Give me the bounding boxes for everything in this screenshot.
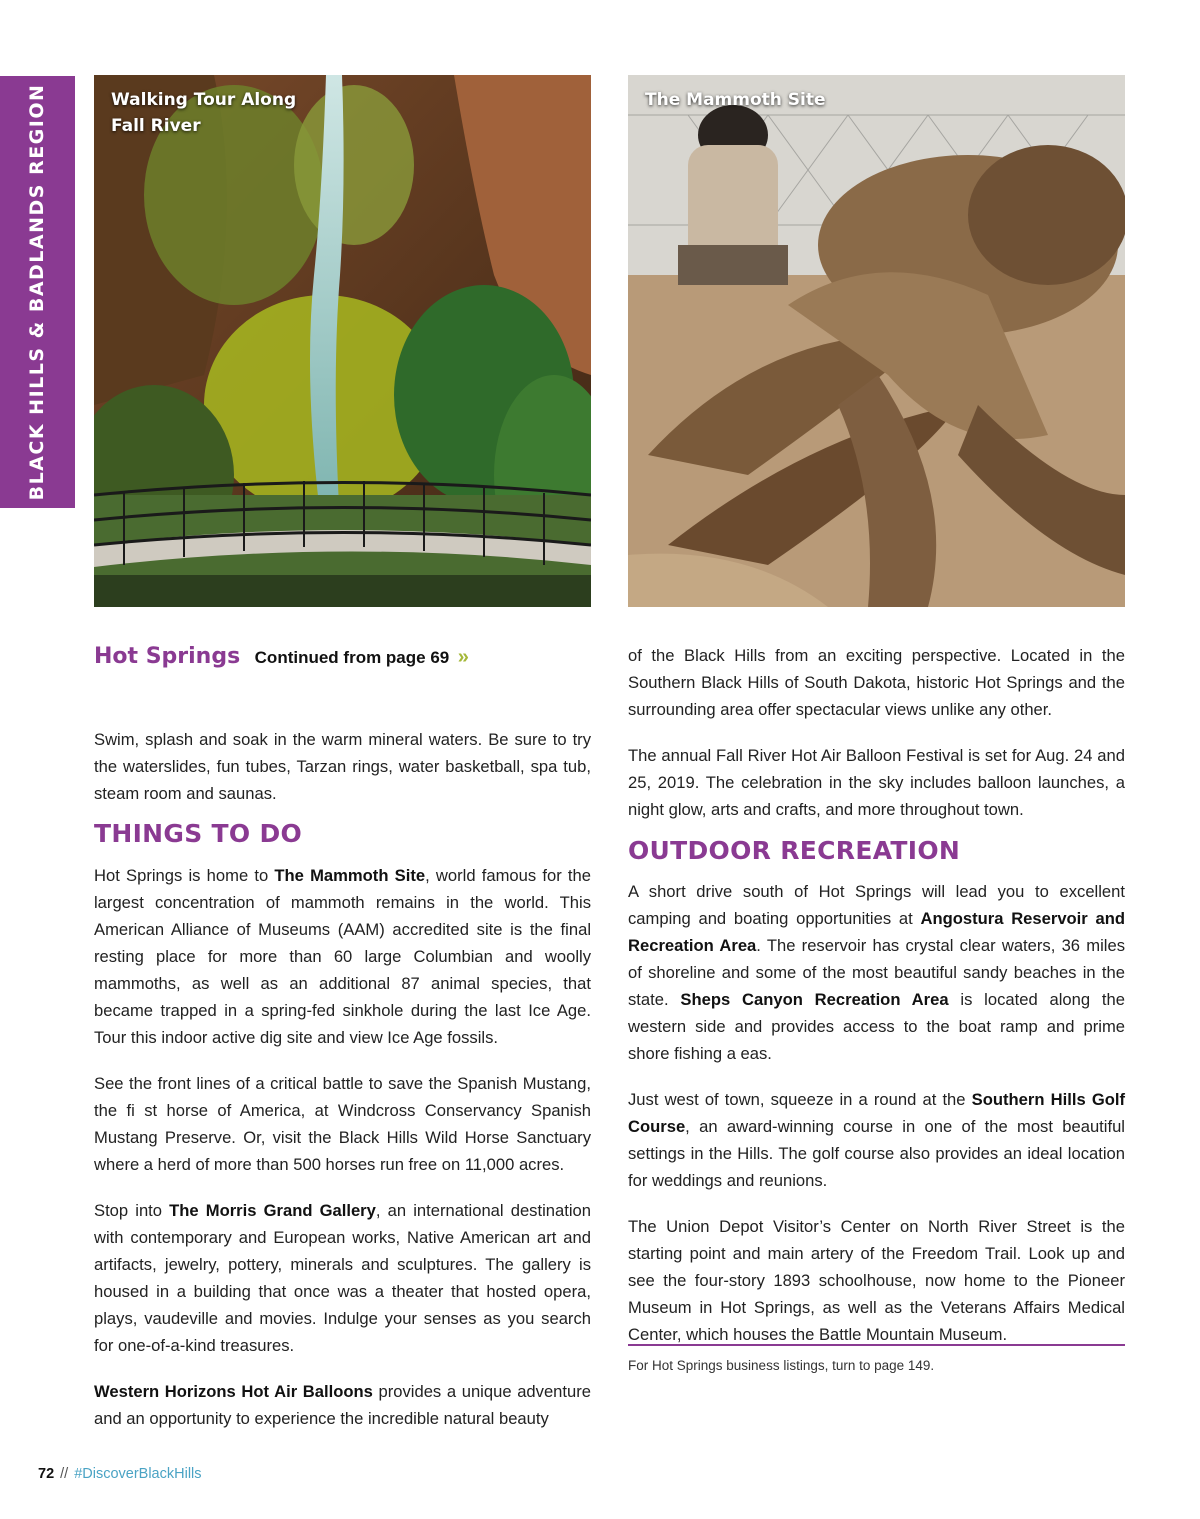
fall-river-photo (94, 75, 591, 607)
section-title-hot-springs (94, 644, 469, 669)
mammoth-bones-illustration (628, 75, 1125, 607)
chevron-right-icon: » (457, 646, 469, 668)
photo-caption-fall-river: Walking Tour Along Fall River (111, 90, 297, 136)
outdoor-recreation-heading: OUTDOOR RECREATION (628, 836, 961, 865)
right-column-top (628, 642, 1125, 823)
gallery-name: The Morris Grand Gallery (169, 1201, 376, 1220)
region-label: BLACK HILLS & BADLANDS REGION (26, 83, 48, 501)
mammoth-site-photo (628, 75, 1125, 607)
waterfall-illustration (94, 75, 591, 607)
things-to-do-heading: THINGS TO DO (94, 819, 303, 848)
region-side-tab (0, 76, 75, 508)
mustang-paragraph: See the front lines of a critical battle to save the Spanish Mustang, the fi st horse of America, at Windcross Conservancy Spanish Mustang Preserve. Or, visit the Black Hills Wild Horse Sanctuary where a herd of more than 500 horses run free on 11,000 acres. (94, 1074, 591, 1174)
footer-separator: // (60, 1466, 69, 1482)
business-listings-note: For Hot Springs business listings, turn to page 149. (628, 1358, 935, 1373)
mammoth-site-name: The Mammoth Site (274, 866, 426, 885)
balloons-name: Western Horizons Hot Air Balloons (94, 1382, 373, 1401)
angostura-paragraph: A short drive south of Hot Springs will lead you to excellent camping and boating opportunities at Angostura Reservoir and Recreation Area. The reservoir has crystal clear waters, 36 miles of shoreline and some of the most beautiful sandy beaches in the state. Sheps Canyon Recreation Area is located along the western side and provides access to the boat ramp and prime shore fishing a eas. (628, 882, 1125, 1063)
intro-paragraph: Swim, splash and soak in the warm mineral waters. Be sure to try the waterslides, fun tubes, Tarzan rings, water basketball, spa tub, steam room and saunas. (94, 730, 591, 803)
mammoth-site-paragraph: Hot Springs is home to The Mammoth Site, world famous for the largest concentration of mammoth remains in the world. This American Alliance of Museums (AAM) accredited site is the final resting place for more than 60 large Columbian and woolly mammoths, as well as an additional 87 animal species, that became trapped in a spring-fed sinkhole during the last Ice Age. Tour this indoor active dig site and view Ice Age fossils. (94, 866, 591, 1047)
golf-paragraph: Just west of town, squeeze in a round at the Southern Hills Golf Course, an award-winning course in one of the most beautiful settings in the Hills. The golf course also provides an ideal location for weddings and reunions. (628, 1090, 1125, 1190)
angostura-name: Angostura Reservoir and Recreation Area (628, 909, 1125, 955)
page-number: 72 (38, 1466, 55, 1482)
divider (628, 1344, 1125, 1346)
page-footer (38, 1466, 202, 1482)
right-column-body (628, 878, 1125, 1348)
sheps-canyon-name: Sheps Canyon Recreation Area (680, 990, 949, 1009)
left-column (94, 726, 591, 807)
hot-springs-title: Hot Springs (94, 644, 241, 669)
photo-caption-mammoth-site: The Mammoth Site (645, 90, 826, 110)
perspective-paragraph: of the Black Hills from an exciting perspective. Located in the Southern Black Hills of South Dakota, historic Hot Springs and the surrounding area offer spectacular views unlike any other. (628, 646, 1125, 719)
balloons-paragraph: Western Horizons Hot Air Balloons provides a unique adventure and an opportunity to experience the incredible natural beauty (94, 1382, 591, 1428)
gallery-paragraph: Stop into The Morris Grand Gallery, an international destination with contemporary and European works, Native American art and artifacts, jewelry, pottery, minerals and sculptures. The gallery is housed in a building that once was a theater that hosted opera, plays, vaudeville and movies. Indulge your senses as you search for one-of-a-kind treasures. (94, 1201, 591, 1355)
hashtag-link[interactable]: #DiscoverBlackHills (74, 1466, 202, 1482)
festival-paragraph: The annual Fall River Hot Air Balloon Festival is set for Aug. 24 and 25, 2019. The celebration in the sky includes balloon launches, a night glow, arts and crafts, and more throughout town. (628, 746, 1125, 819)
things-to-do-body (94, 862, 591, 1432)
golf-course-name: Southern Hills Golf Course (628, 1090, 1125, 1136)
union-depot-paragraph: The Union Depot Visitor’s Center on North River Street is the starting point and main artery of the Freedom Trail. Look up and see the four-story 1893 schoolhouse, now home to the Pioneer Museum in Hot Springs, as well as the Veterans Affairs Medical Center, which houses the Battle Mountain Museum. (628, 1217, 1125, 1344)
continued-from-link[interactable]: Continued from page 69 (254, 648, 450, 667)
